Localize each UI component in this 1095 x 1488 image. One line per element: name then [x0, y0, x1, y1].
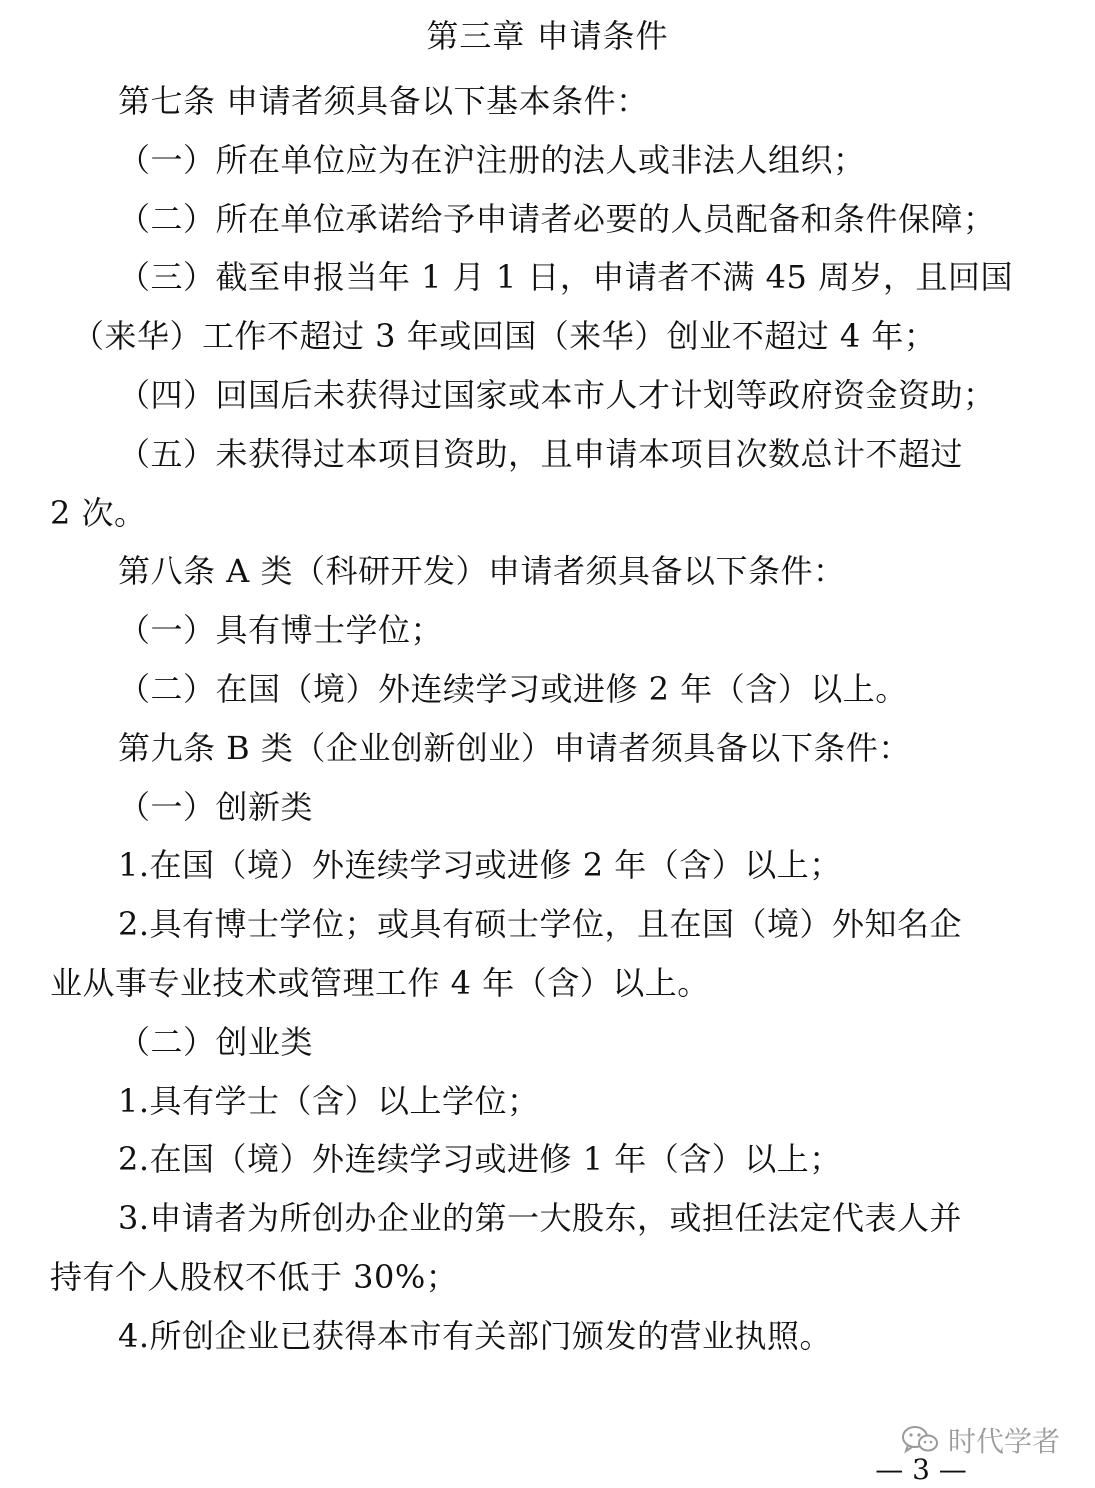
article-9-innovation-item-2: 2.具有博士学位；或具有硕士学位，且在国（境）外知名企: [118, 905, 963, 944]
article-8-item-1: （一）具有博士学位；: [118, 611, 444, 650]
article-7-item-5-cont: 2 次。: [50, 493, 147, 532]
article-9-startup-item-4: 4.所创企业已获得本市有关部门颁发的营业执照。: [118, 1316, 833, 1355]
article-7-item-1: （一）所在单位应为在沪注册的法人或非法人组织；: [118, 140, 866, 179]
chapter-title: 第三章 申请条件: [426, 17, 669, 55]
article-9-startup-item-3: 3.申请者为所创办企业的第一大股东，或担任法定代表人并: [118, 1199, 963, 1238]
article-9-innovation-item-1: 1.在国（境）外连续学习或进修 2 年（含）以上；: [118, 846, 842, 885]
article-7-item-2: （二）所在单位承诺给予申请者必要的人员配备和条件保障；: [118, 199, 996, 238]
watermark-text: 时代学者: [948, 1425, 1061, 1458]
article-9-heading: 第九条 B 类（企业创新创业）申请者须具备以下条件：: [118, 728, 911, 767]
article-9-innovation-item-2-cont: 业从事专业技术或管理工作 4 年（含）以上。: [50, 963, 710, 1002]
article-9-startup-item-3-cont: 持有个人股权不低于 30%；: [50, 1257, 459, 1296]
article-8-heading: 第八条 A 类（科研开发）申请者须具备以下条件：: [118, 552, 846, 591]
article-9-startup-item-2: 2.在国（境）外连续学习或进修 1 年（含）以上；: [118, 1140, 842, 1179]
article-7-item-4: （四）回国后未获得过国家或本市人才计划等政府资金资助；: [118, 375, 996, 414]
document-body: [50, 72, 1060, 1366]
article-7-heading: 第七条 申请者须具备以下基本条件：: [118, 82, 649, 120]
article-7-item-5: （五）未获得过本项目资助，且申请本项目次数总计不超过: [118, 434, 964, 473]
article-8-item-2: （二）在国（境）外连续学习或进修 2 年（含）以上。: [118, 669, 908, 708]
article-7-item-3: （三）截至申报当年 1 月 1 日，申请者不满 45 周岁，且回国: [118, 258, 1013, 297]
page-number: — 3 —: [875, 1453, 967, 1486]
article-9-startup-item-1: 1.具有学士（含）以上学位；: [118, 1081, 540, 1120]
article-9-startup-heading: （二）创业类: [118, 1022, 314, 1061]
article-7-item-3-cont: （来华）工作不超过 3 年或回国（来华）创业不超过 4 年；: [72, 317, 937, 356]
article-9-innovation-heading: （一）创新类: [118, 787, 314, 826]
